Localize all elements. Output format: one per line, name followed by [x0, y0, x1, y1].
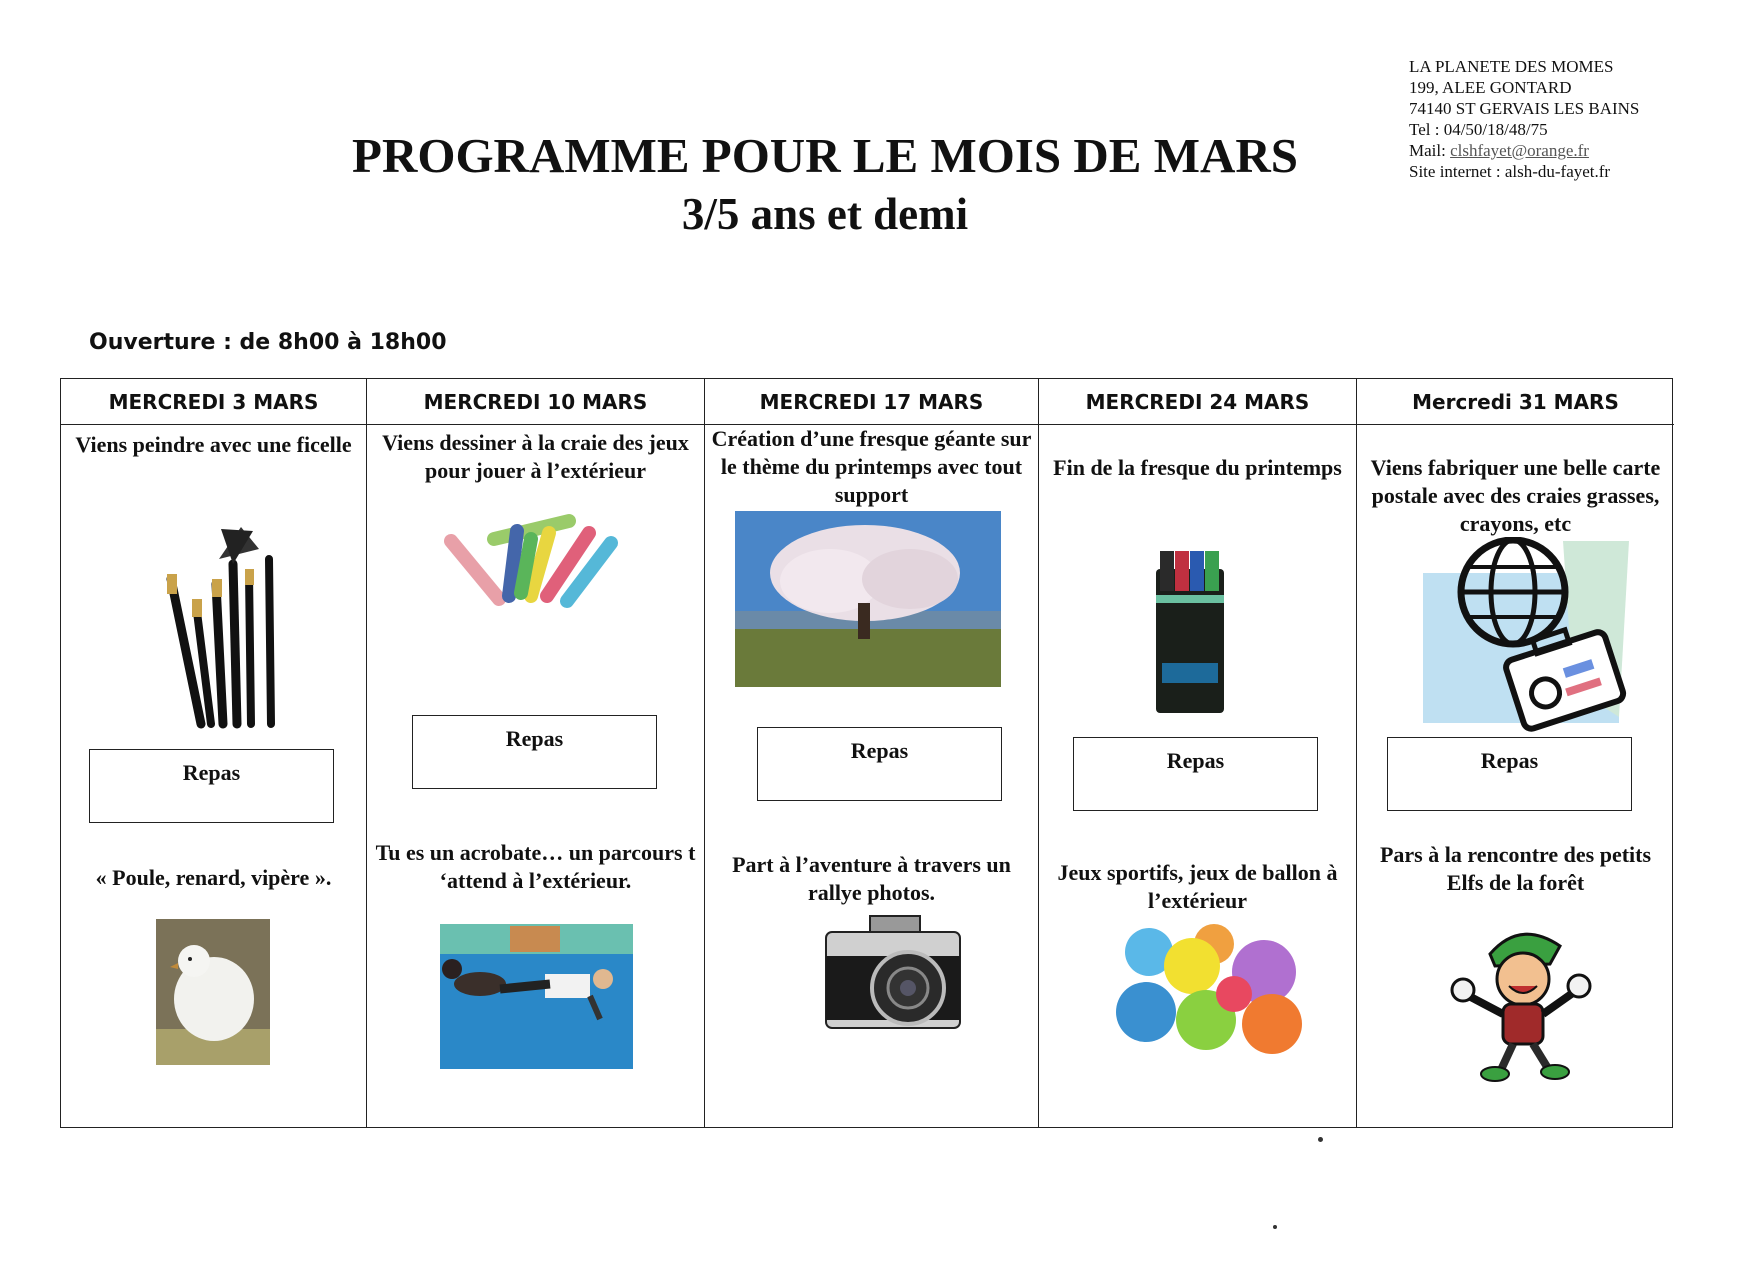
day-header: MERCREDI 24 MARS: [1039, 379, 1356, 425]
markers-icon: [1154, 551, 1226, 713]
paintbrushes-icon: [141, 519, 291, 729]
morning-activity: Viens peindre avec une ficelle: [75, 432, 352, 457]
lunch-box: Repas: [757, 727, 1002, 801]
org-tel: Tel : 04/50/18/48/75: [1409, 120, 1548, 139]
org-name: LA PLANETE DES MOMES: [1409, 57, 1614, 76]
day-column-1: [61, 379, 367, 1127]
page-title: PROGRAMME POUR LE MOIS DE MARS: [352, 128, 1298, 183]
day-column-4: [1039, 379, 1357, 1127]
day-column-2: [367, 379, 705, 1127]
blossom-tree-icon: [735, 511, 1001, 687]
balloons-icon: [1114, 924, 1304, 1056]
acrobat-children-icon: [440, 924, 633, 1069]
morning-activity: Fin de la fresque du printemps: [1053, 455, 1342, 480]
day-header: MERCREDI 3 MARS: [61, 379, 366, 425]
afternoon-activity: Part à l’aventure à travers un rallye photos.: [732, 852, 1011, 905]
org-mail: [1409, 140, 1639, 161]
scan-speck: [1273, 1225, 1277, 1229]
mail-link[interactable]: clshfayet@orange.fr: [1450, 141, 1589, 160]
page-subtitle: 3/5 ans et demi: [681, 189, 969, 239]
org-site: Site internet : alsh-du-fayet.fr: [1409, 162, 1611, 181]
day-header: Mercredi 31 MARS: [1357, 379, 1674, 425]
day-column-3: [705, 379, 1039, 1127]
org-city: 74140 ST GERVAIS LES BAINS: [1409, 99, 1640, 118]
afternoon-activity: « Poule, renard, vipère ».: [95, 865, 332, 890]
afternoon-activity: Tu es un acrobate… un parcours t ‘attend à l’extérieur.: [375, 840, 696, 893]
opening-hours: Ouverture : de 8h00 à 18h00: [89, 330, 447, 355]
lunch-box: Repas: [1073, 737, 1318, 811]
afternoon-activity: Jeux sportifs, jeux de ballon à l’extérieur: [1057, 860, 1338, 913]
lunch-box: Repas: [412, 715, 657, 789]
morning-activity: Viens dessiner à la craie des jeux pour jouer à l’extérieur: [382, 430, 689, 483]
day-header: MERCREDI 10 MARS: [367, 379, 704, 425]
postcard-globe-icon: [1413, 537, 1629, 733]
afternoon-activity: Pars à la rencontre des petits Elfs de la forêt: [1379, 842, 1652, 895]
camera-icon: [820, 914, 965, 1036]
contact-block: [1409, 56, 1639, 182]
chalk-icon: [439, 511, 619, 611]
elf-icon: [1445, 924, 1595, 1084]
morning-activity: Création d’une fresque géante sur le thème du printemps avec tout support: [711, 426, 1032, 507]
lunch-box: Repas: [1387, 737, 1632, 811]
morning-activity: Viens fabriquer une belle carte postale avec des craies grasses, crayons, etc: [1370, 455, 1661, 536]
org-address: 199, ALEE GONTARD: [1409, 78, 1572, 97]
lunch-box: Repas: [89, 749, 334, 823]
hen-icon: [156, 919, 270, 1065]
scan-speck: [1318, 1137, 1323, 1142]
mail-label: Mail:: [1409, 141, 1451, 160]
day-column-5: [1357, 379, 1674, 1127]
day-header: MERCREDI 17 MARS: [705, 379, 1038, 425]
schedule-table: [60, 378, 1673, 1128]
